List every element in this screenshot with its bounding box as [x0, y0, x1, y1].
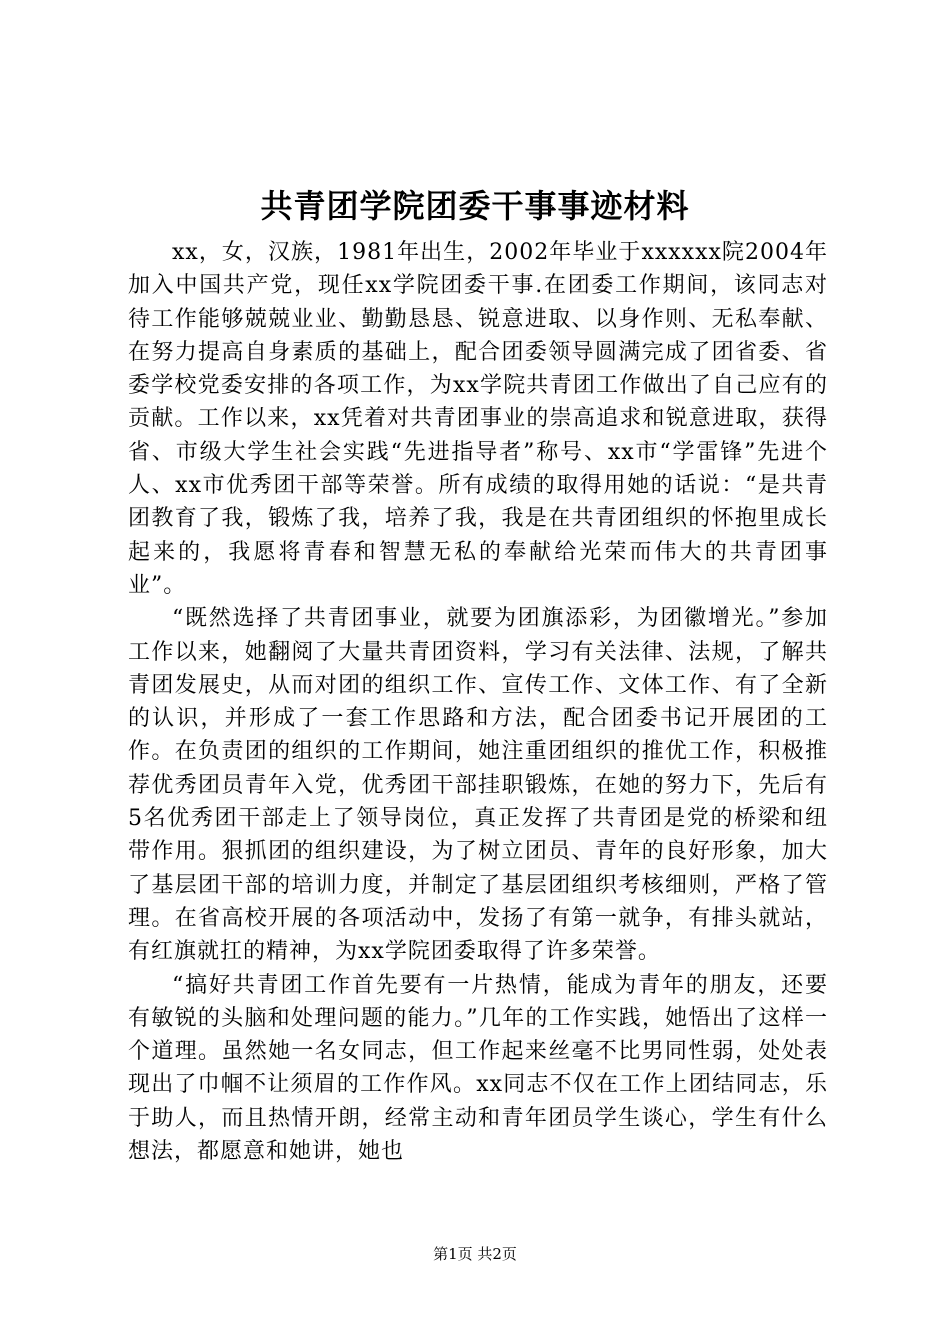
document-title: 共青团学院团委干事事迹材料: [260, 187, 690, 225]
document-body: [128, 236, 828, 1168]
paragraph-3: “搞好共青团工作首先要有一片热情，能成为青年的朋友，还要有敏锐的头脑和处理问题的能力。”几年的工作实践，她悟出了这样一个道理。虽然她一名女同志，但工作起来丝毫不比男同性弱，处处表现出了巾帼不让须眉的工作作风。xx同志不仅在工作上团结同志，乐于助人，而且热情开朗，经常主动和青年团员学生谈心，学生有什么想法，都愿意和她讲，她也: [128, 972, 828, 1165]
paragraph-1: xx，女，汉族，1981年出生，2002年毕业于xxxxxx院2004年加入中国共产党，现任xx学院团委干事.在团委工作期间，该同志对待工作能够兢兢业业、勤勤恳恳、锐意进取、以身作则、无私奉献、在努力提高自身素质的基础上，配合团委领导圆满完成了团省委、省委学校党委安排的各项工作，为xx学院共青团工作做出了自己应有的贡献。工作以来，xx凭着对共青团事业的崇高追求和锐意进取，获得省、市级大学生社会实践“先进指导者”称号、xx市“学雷锋”先进个人、xx市优秀团干部等荣誉。所有成绩的取得用她的话说：“是共青团教育了我，锻炼了我，培养了我，我是在共青团组织的怀抱里成长起来的，我愿将青春和智慧无私的奉献给光荣而伟大的共青团事业”。: [128, 240, 828, 598]
page-footer: 第1页 共2页: [433, 1245, 517, 1263]
paragraph-2: “既然选择了共青团事业，就要为团旗添彩，为团徽增光。”参加工作以来，她翻阅了大量共青团资料，学习有关法律、法规，了解共青团发展史，从而对团的组织工作、宣传工作、文体工作、有了全新的认识，并形成了一套工作思路和方法，配合团委书记开展团的工作。在负责团的组织的工作期间，她注重团组织的推优工作，积极推荐优秀团员青年入党，优秀团干部挂职锻炼，在她的努力下，先后有5名优秀团干部走上了领导岗位，真正发挥了共青团是党的桥梁和纽带作用。狠抓团的组织建设，为了树立团员、青年的良好形象，加大了基层团干部的培训力度，并制定了基层团组织考核细则，严格了管理。在省高校开展的各项活动中，发扬了有第一就争，有排头就站，有红旗就扛的精神，为xx学院团委取得了许多荣誉。: [128, 606, 828, 965]
